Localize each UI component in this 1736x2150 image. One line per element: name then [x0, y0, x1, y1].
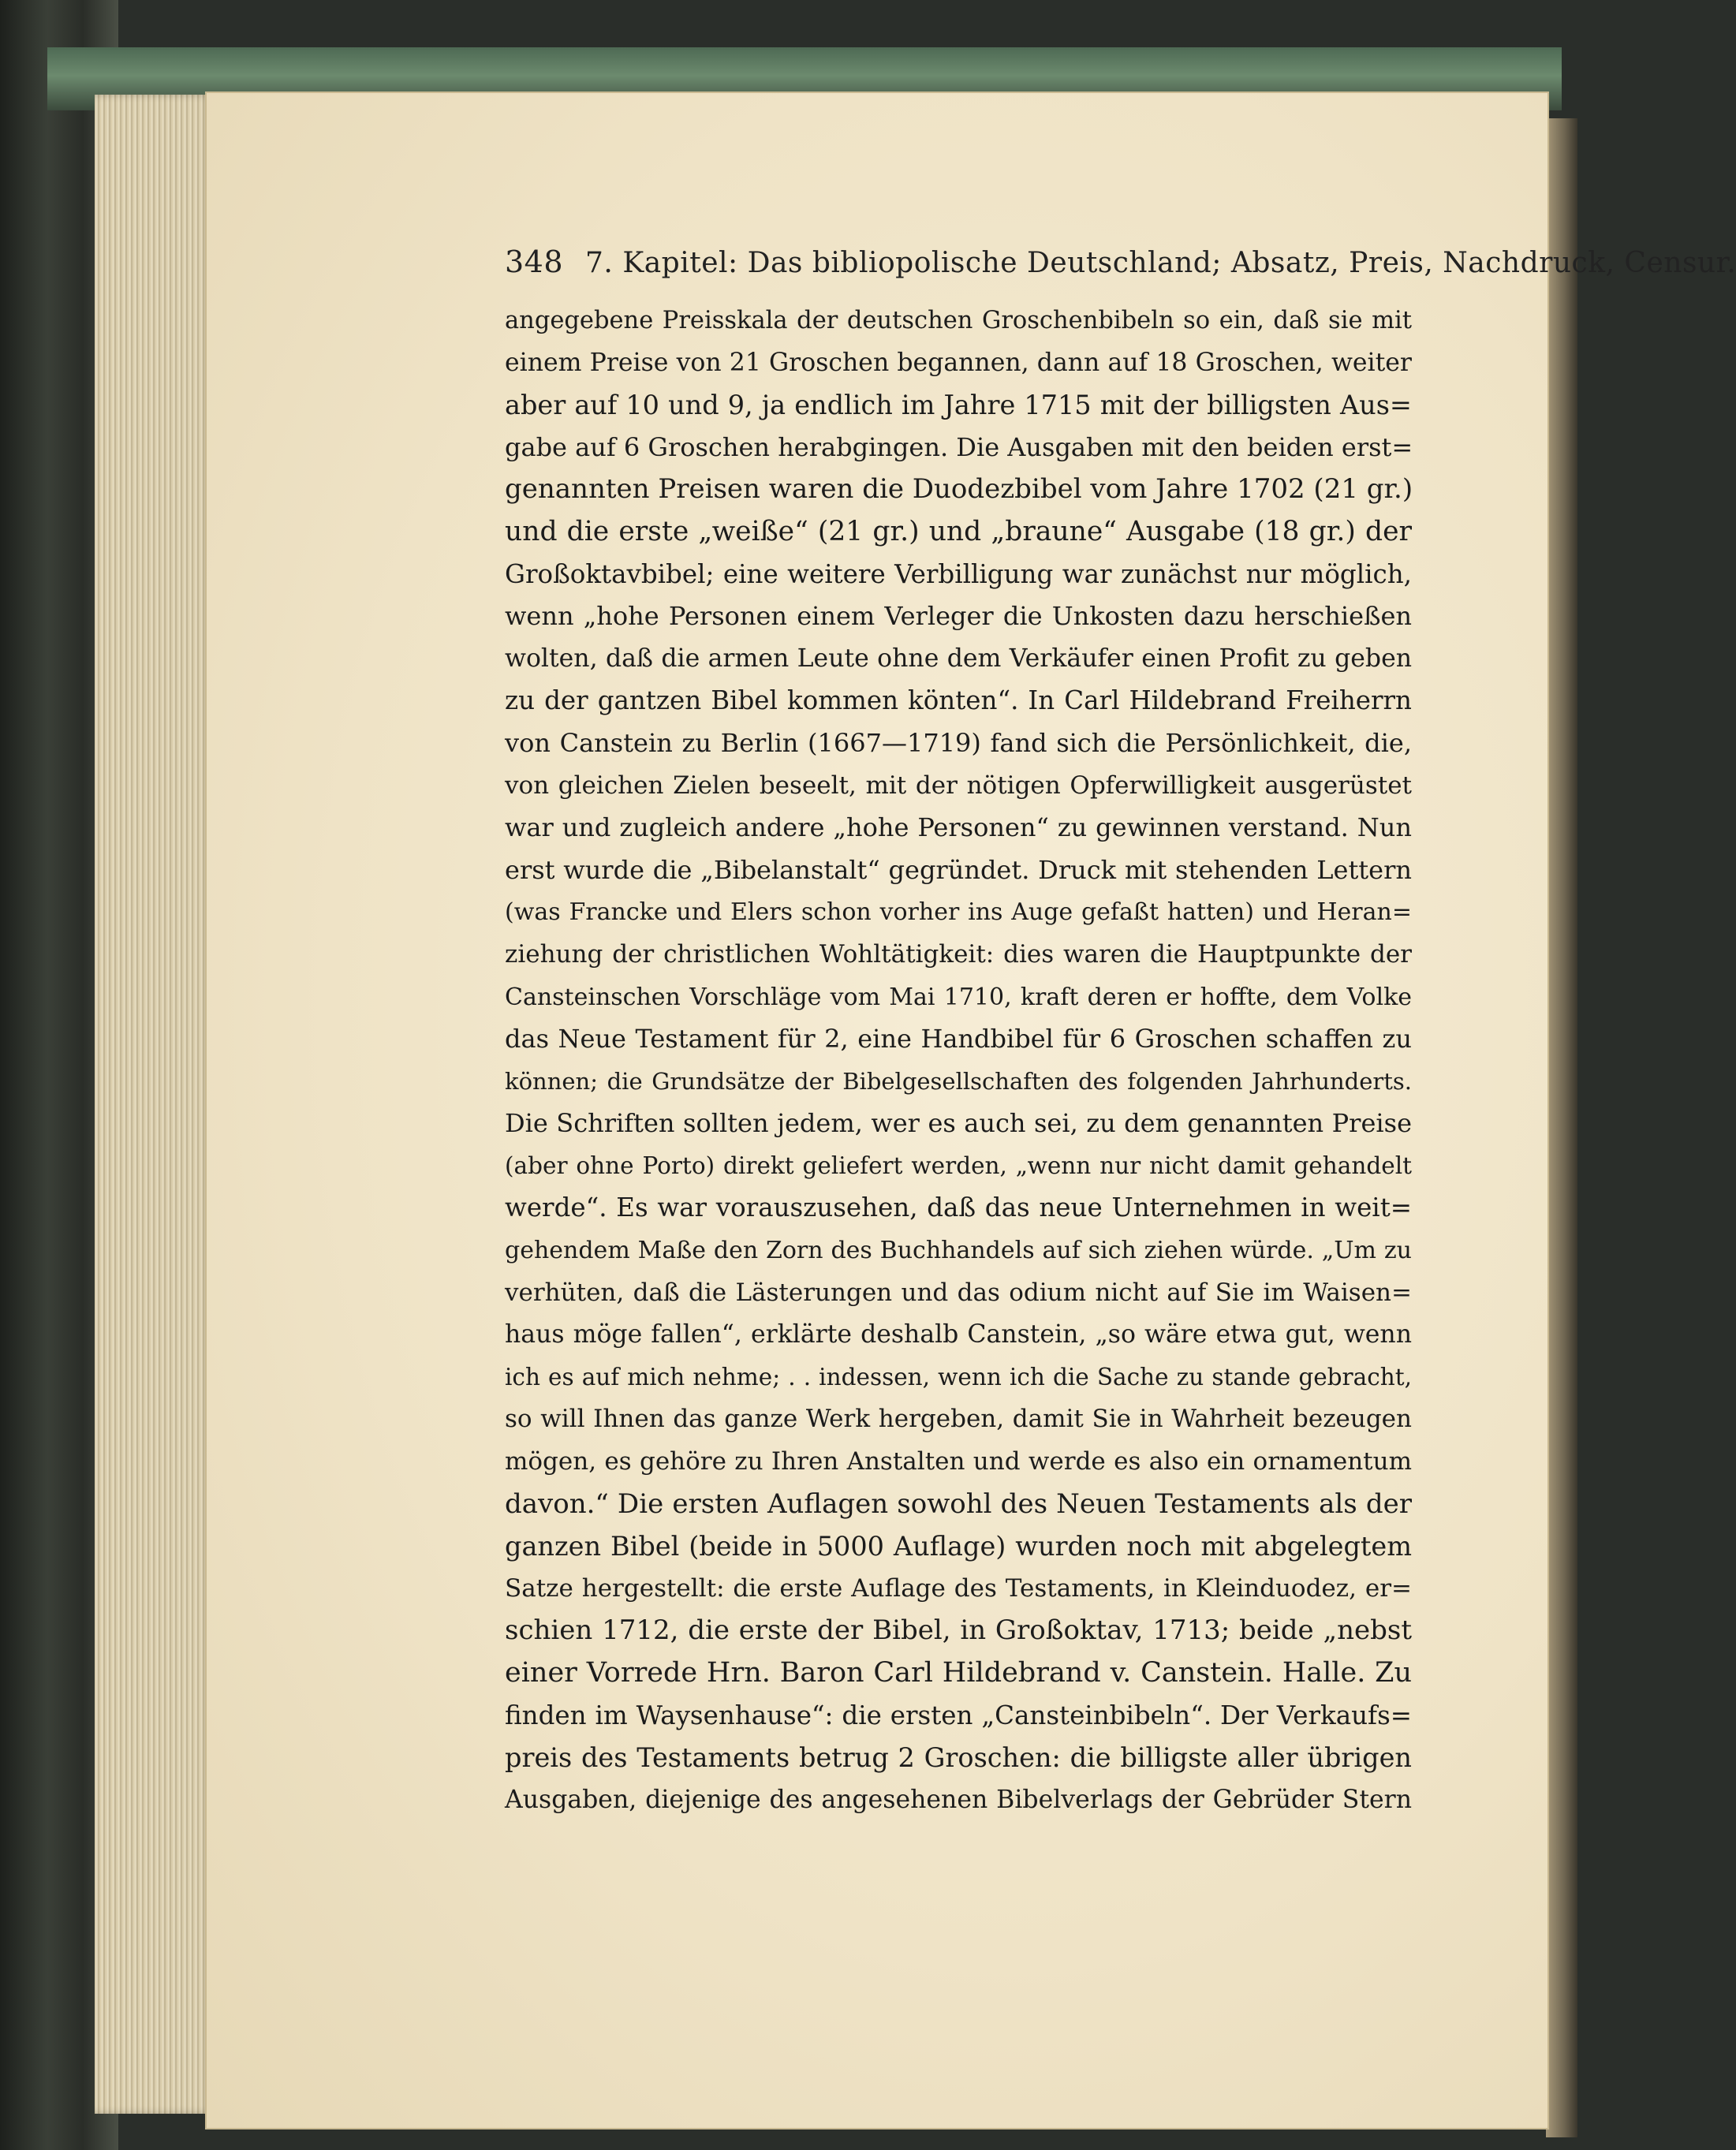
text-line: haus möge fallen“, erklärte deshalb Canstein, „so wäre etwa gut, wenn [505, 1320, 1412, 1349]
text-line: von Canstein zu Berlin (1667—1719) fand sich die Persönlichkeit, die, [505, 727, 1412, 758]
text-line: ich es auf mich nehme; . . indessen, wenn ich die Sache zu stande gebracht, [505, 1363, 1412, 1390]
text-line: genannten Preisen waren die Duodezbibel vom Jahre 1702 (21 gr.) [505, 473, 1413, 506]
text-line: wolten, daß die armen Leute ohne dem Verkäufer einen Profit zu geben [505, 644, 1412, 673]
text-line: das Neue Testament für 2, eine Handbibel für 6 Groschen schaffen zu [505, 1024, 1412, 1054]
text-line: Die Schriften sollten jedem, wer es auch sei, zu dem genannten Preise [505, 1108, 1412, 1139]
text-line: aber auf 10 und 9, ja endlich im Jahre 1715 mit der billigsten Aus= [505, 390, 1412, 421]
text-line: werde“. Es war vorauszusehen, daß das neue Unternehmen in weit= [505, 1193, 1412, 1223]
text-line: (aber ohne Porto) direkt geliefert werden, „wenn nur nicht damit gehandelt [505, 1152, 1412, 1179]
text-line: von gleichen Zielen beseelt, mit der nötigen Opferwilligkeit ausgerüstet [505, 771, 1412, 800]
page-number: 348 [505, 244, 564, 279]
text-line: war und zugleich andere „hohe Personen“ zu gewinnen verstand. Nun [505, 812, 1412, 843]
text-line: einem Preise von 21 Groschen begannen, dann auf 18 Groschen, weiter [505, 348, 1412, 377]
running-header [505, 244, 1736, 279]
text-line: können; die Grundsätze der Bibelgesellschaften des folgenden Jahrhunderts. [505, 1067, 1412, 1095]
text-line: gehendem Maße den Zorn des Buchhandels auf sich ziehen würde. „Um zu [505, 1237, 1412, 1265]
text-line: ziehung der christlichen Wohltätigkeit: dies waren die Hauptpunkte der [505, 939, 1412, 969]
text-line: zu der gantzen Bibel kommen könten“. In Carl Hildebrand Freiherrn [505, 685, 1412, 716]
body-text [505, 300, 1412, 1821]
text-line: ganzen Bibel (beide in 5000 Auflage) wurden noch mit abgelegtem [505, 1531, 1412, 1562]
text-line: einer Vorrede Hrn. Baron Carl Hildebrand v. Canstein. Halle. Zu [505, 1657, 1412, 1689]
facing-page-edge [1546, 118, 1577, 2137]
text-line: Großoktavbibel; eine weitere Verbilligung war zunächst nur möglich, [505, 558, 1412, 589]
text-line: schien 1712, die erste der Bibel, in Großoktav, 1713; beide „nebst [505, 1614, 1412, 1647]
text-line: erst wurde die „Bibelanstalt“ gegründet. Druck mit stehenden Lettern [505, 854, 1412, 885]
text-line: angegebene Preisskala der deutschen Groschenbibeln so ein, daß sie mit [505, 307, 1412, 334]
text-line: Cansteinschen Vorschläge vom Mai 1710, kraft deren er hoffte, dem Volke [505, 983, 1412, 1011]
text-line: Ausgaben, diejenige des angesehenen Bibelverlags der Gebrüder Stern [505, 1785, 1412, 1814]
text-line: Satze hergestellt: die erste Auflage des Testaments, in Kleinduodez, er= [505, 1573, 1412, 1603]
text-line: (was Francke und Elers schon vorher ins Auge gefaßt hatten) und Heran= [505, 898, 1412, 927]
text-line: gabe auf 6 Groschen herabgingen. Die Ausgaben mit den beiden erst= [505, 431, 1413, 462]
text-line: so will Ihnen das ganze Werk hergeben, damit Sie in Wahrheit bezeugen [505, 1405, 1412, 1434]
text-line: davon.“ Die ersten Auflagen sowohl des Neuen Testaments als der [505, 1487, 1412, 1520]
text-line: finden im Waysenhause“: die ersten „Cansteinbibeln“. Der Verkaufs= [505, 1700, 1412, 1730]
text-line: verhüten, daß die Lästerungen und das odium nicht auf Sie im Waisen= [505, 1278, 1412, 1307]
page-stack-edges [95, 95, 213, 2114]
running-head-title: 7. Kapitel: Das bibliopolische Deutschland; Absatz, Preis, Nachdruck, Censur. [585, 247, 1736, 279]
text-line: preis des Testaments betrug 2 Groschen: die billigste aller übrigen [505, 1742, 1412, 1774]
text-line: wenn „hohe Personen einem Verleger die Unkosten dazu herschießen [505, 601, 1412, 632]
text-line: und die erste „weiße“ (21 gr.) und „braune“ Ausgabe (18 gr.) der [505, 515, 1412, 547]
text-line: mögen, es gehöre zu Ihren Anstalten und werde es also ein ornamentum [505, 1447, 1412, 1476]
